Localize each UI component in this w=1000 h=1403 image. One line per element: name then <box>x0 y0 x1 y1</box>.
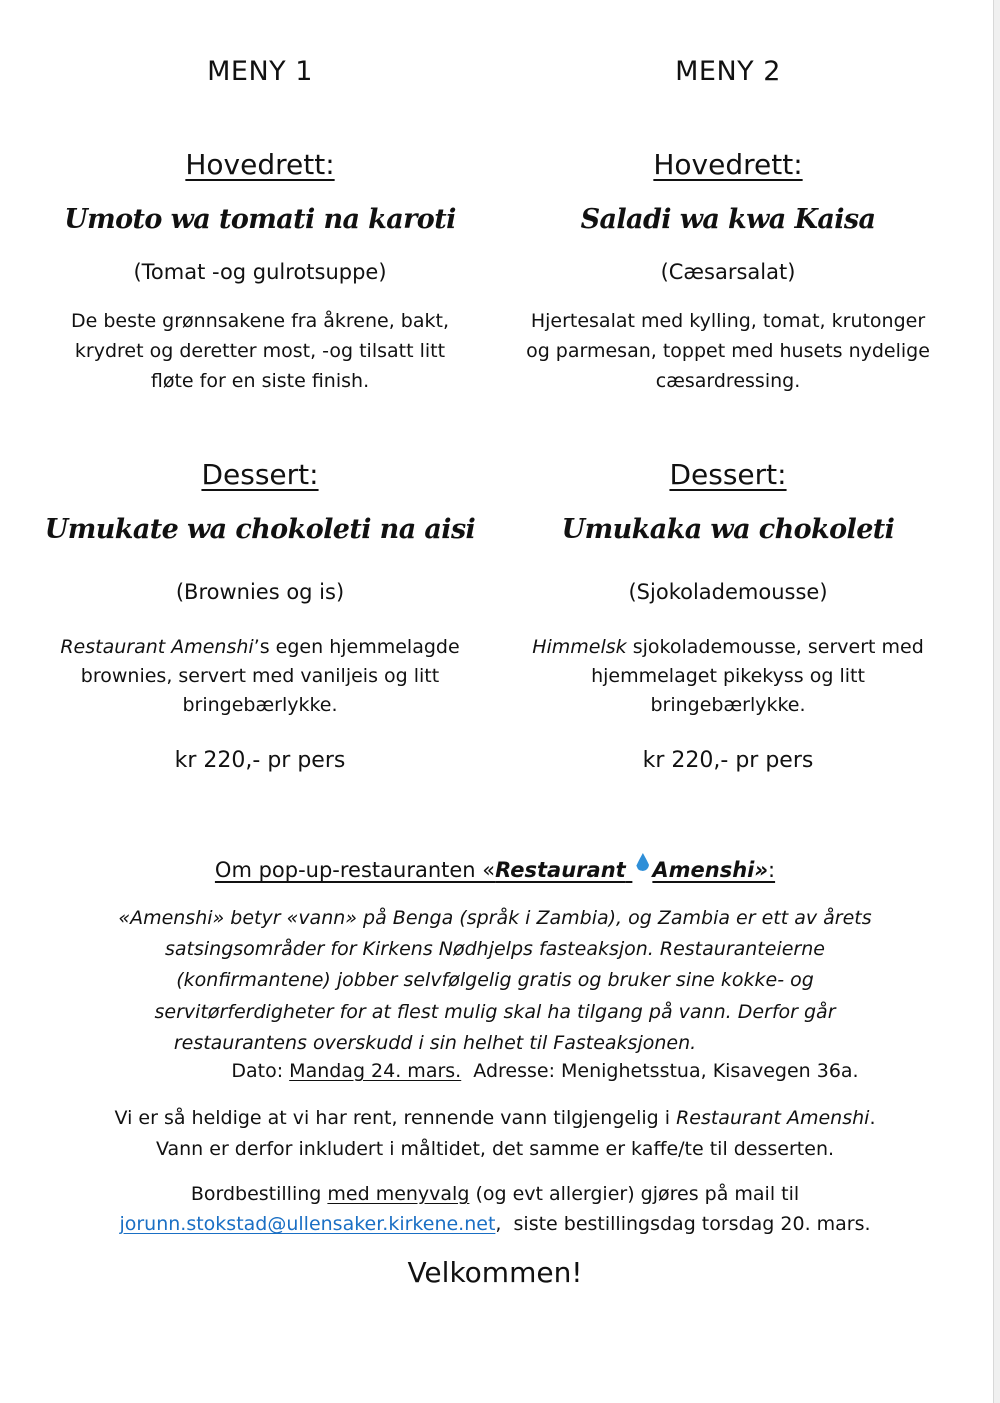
main-dish-name: Umoto wa tomati na karoti <box>64 204 456 235</box>
water-line: Vann er derfor inkludert i måltidet, det samme er kaffe/te til desserten. <box>155 1138 835 1160</box>
description-line: ’s egen hjemmelagde <box>253 636 460 658</box>
restaurant-name: Restaurant Amenshi <box>676 1107 870 1129</box>
dessert-translation: (Sjokolademousse) <box>628 580 828 604</box>
dessert-heading: Dessert: <box>669 458 787 491</box>
description-line: bringebærlykke. <box>182 694 338 716</box>
dessert-heading: Dessert: <box>201 458 319 491</box>
description-line: sjokolademousse, servert med <box>626 636 924 658</box>
menu-price: kr 220,- pr pers <box>174 748 346 773</box>
event-address: Adresse: Menighetsstua, Kisavegen 36a. <box>461 1060 859 1082</box>
menu-choice-note: med menyvalg <box>327 1183 470 1205</box>
about-line: (konfirmantene) jobber selvfølgelig gratis og bruker sine kokke- og <box>176 969 814 992</box>
main-dish-name: Saladi wa kwa Kaisa <box>580 204 876 235</box>
main-dish-translation: (Cæsarsalat) <box>660 260 796 284</box>
main-dish-translation: (Tomat -og gulrotsuppe) <box>133 260 387 284</box>
about-title-text: Om pop-up-restauranten «Restaurant Amenshi»: <box>215 858 775 882</box>
description-line: fløte for en siste finish. <box>150 370 370 392</box>
dessert-description <box>508 633 948 720</box>
main-course-heading: Hovedrett: <box>653 148 803 181</box>
about-line: satsingsområder for Kirkens Nødhjelps fasteaksjon. Restauranteierne <box>165 938 825 961</box>
about-title <box>60 858 930 882</box>
description-line: De beste grønnsakene fra åkrene, bakt, <box>70 310 449 332</box>
dessert-dish-name: Umukaka wa chokoleti <box>561 514 895 545</box>
welcome-text: Velkommen! <box>407 1256 583 1289</box>
date-label: Dato: <box>231 1060 290 1082</box>
description-line: hjemmelaget pikekyss og litt <box>591 665 865 687</box>
description-line: bringebærlykke. <box>650 694 806 716</box>
description-line: brownies, servert med vaniljeis og litt <box>80 665 440 687</box>
event-date-address <box>60 1060 980 1082</box>
dessert-dish-name: Umukate wa chokoleti na aisi <box>44 514 476 545</box>
description-line: og parmesan, toppet med husets nydelige <box>526 340 930 362</box>
dessert-translation: (Brownies og is) <box>175 580 345 604</box>
menu-title: MENY 2 <box>675 56 781 87</box>
water-drop-icon <box>636 853 649 871</box>
description-line: cæsardressing. <box>655 370 801 392</box>
booking-info: Bordbestilling med menyvalg (og evt allergier) gjøres på mail til jorunn.stokstad@ullensaker.kirkene.net, siste bestillingsdag torsdag 20. mars. <box>119 1183 871 1235</box>
menu-price: kr 220,- pr pers <box>642 748 814 773</box>
booking-deadline: , siste bestillingsdag torsdag 20. mars. <box>495 1213 871 1235</box>
about-line: restaurantens overskudd i sin helhet til Fasteaksjonen. <box>173 1031 697 1054</box>
dessert-adjective: Himmelsk <box>532 636 627 658</box>
main-course-heading: Hovedrett: <box>185 148 335 181</box>
description-line: Hjertesalat med kylling, tomat, krutonger <box>530 310 926 332</box>
description-line: krydret og deretter most, -og tilsatt litt <box>74 340 446 362</box>
main-dish-description <box>508 306 948 396</box>
main-dish-description <box>40 306 480 396</box>
water-info: Vi er så heldige at vi har rent, rennende vann tilgjengelig i Restaurant Amenshi. Vann er derfor inkludert i måltidet, det samme er kaffe/te til desserten. <box>60 1103 930 1165</box>
about-line: «Amenshi» betyr «vann» på Benga (språk i Zambia), og Zambia er ett av årets <box>118 907 872 929</box>
booking-email-link[interactable]: jorunn.stokstad@ullensaker.kirkene.net <box>119 1213 496 1235</box>
restaurant-name: Restaurant Amenshi <box>60 636 254 658</box>
page-edge <box>993 0 1000 1403</box>
dessert-description <box>40 633 480 720</box>
about-description <box>60 903 930 1059</box>
about-line: servitørferdigheter for at flest mulig skal ha tilgang på vann. Derfor går <box>154 1000 836 1023</box>
event-date: Mandag 24. mars. <box>289 1060 462 1082</box>
menu-title: MENY 1 <box>207 56 313 87</box>
